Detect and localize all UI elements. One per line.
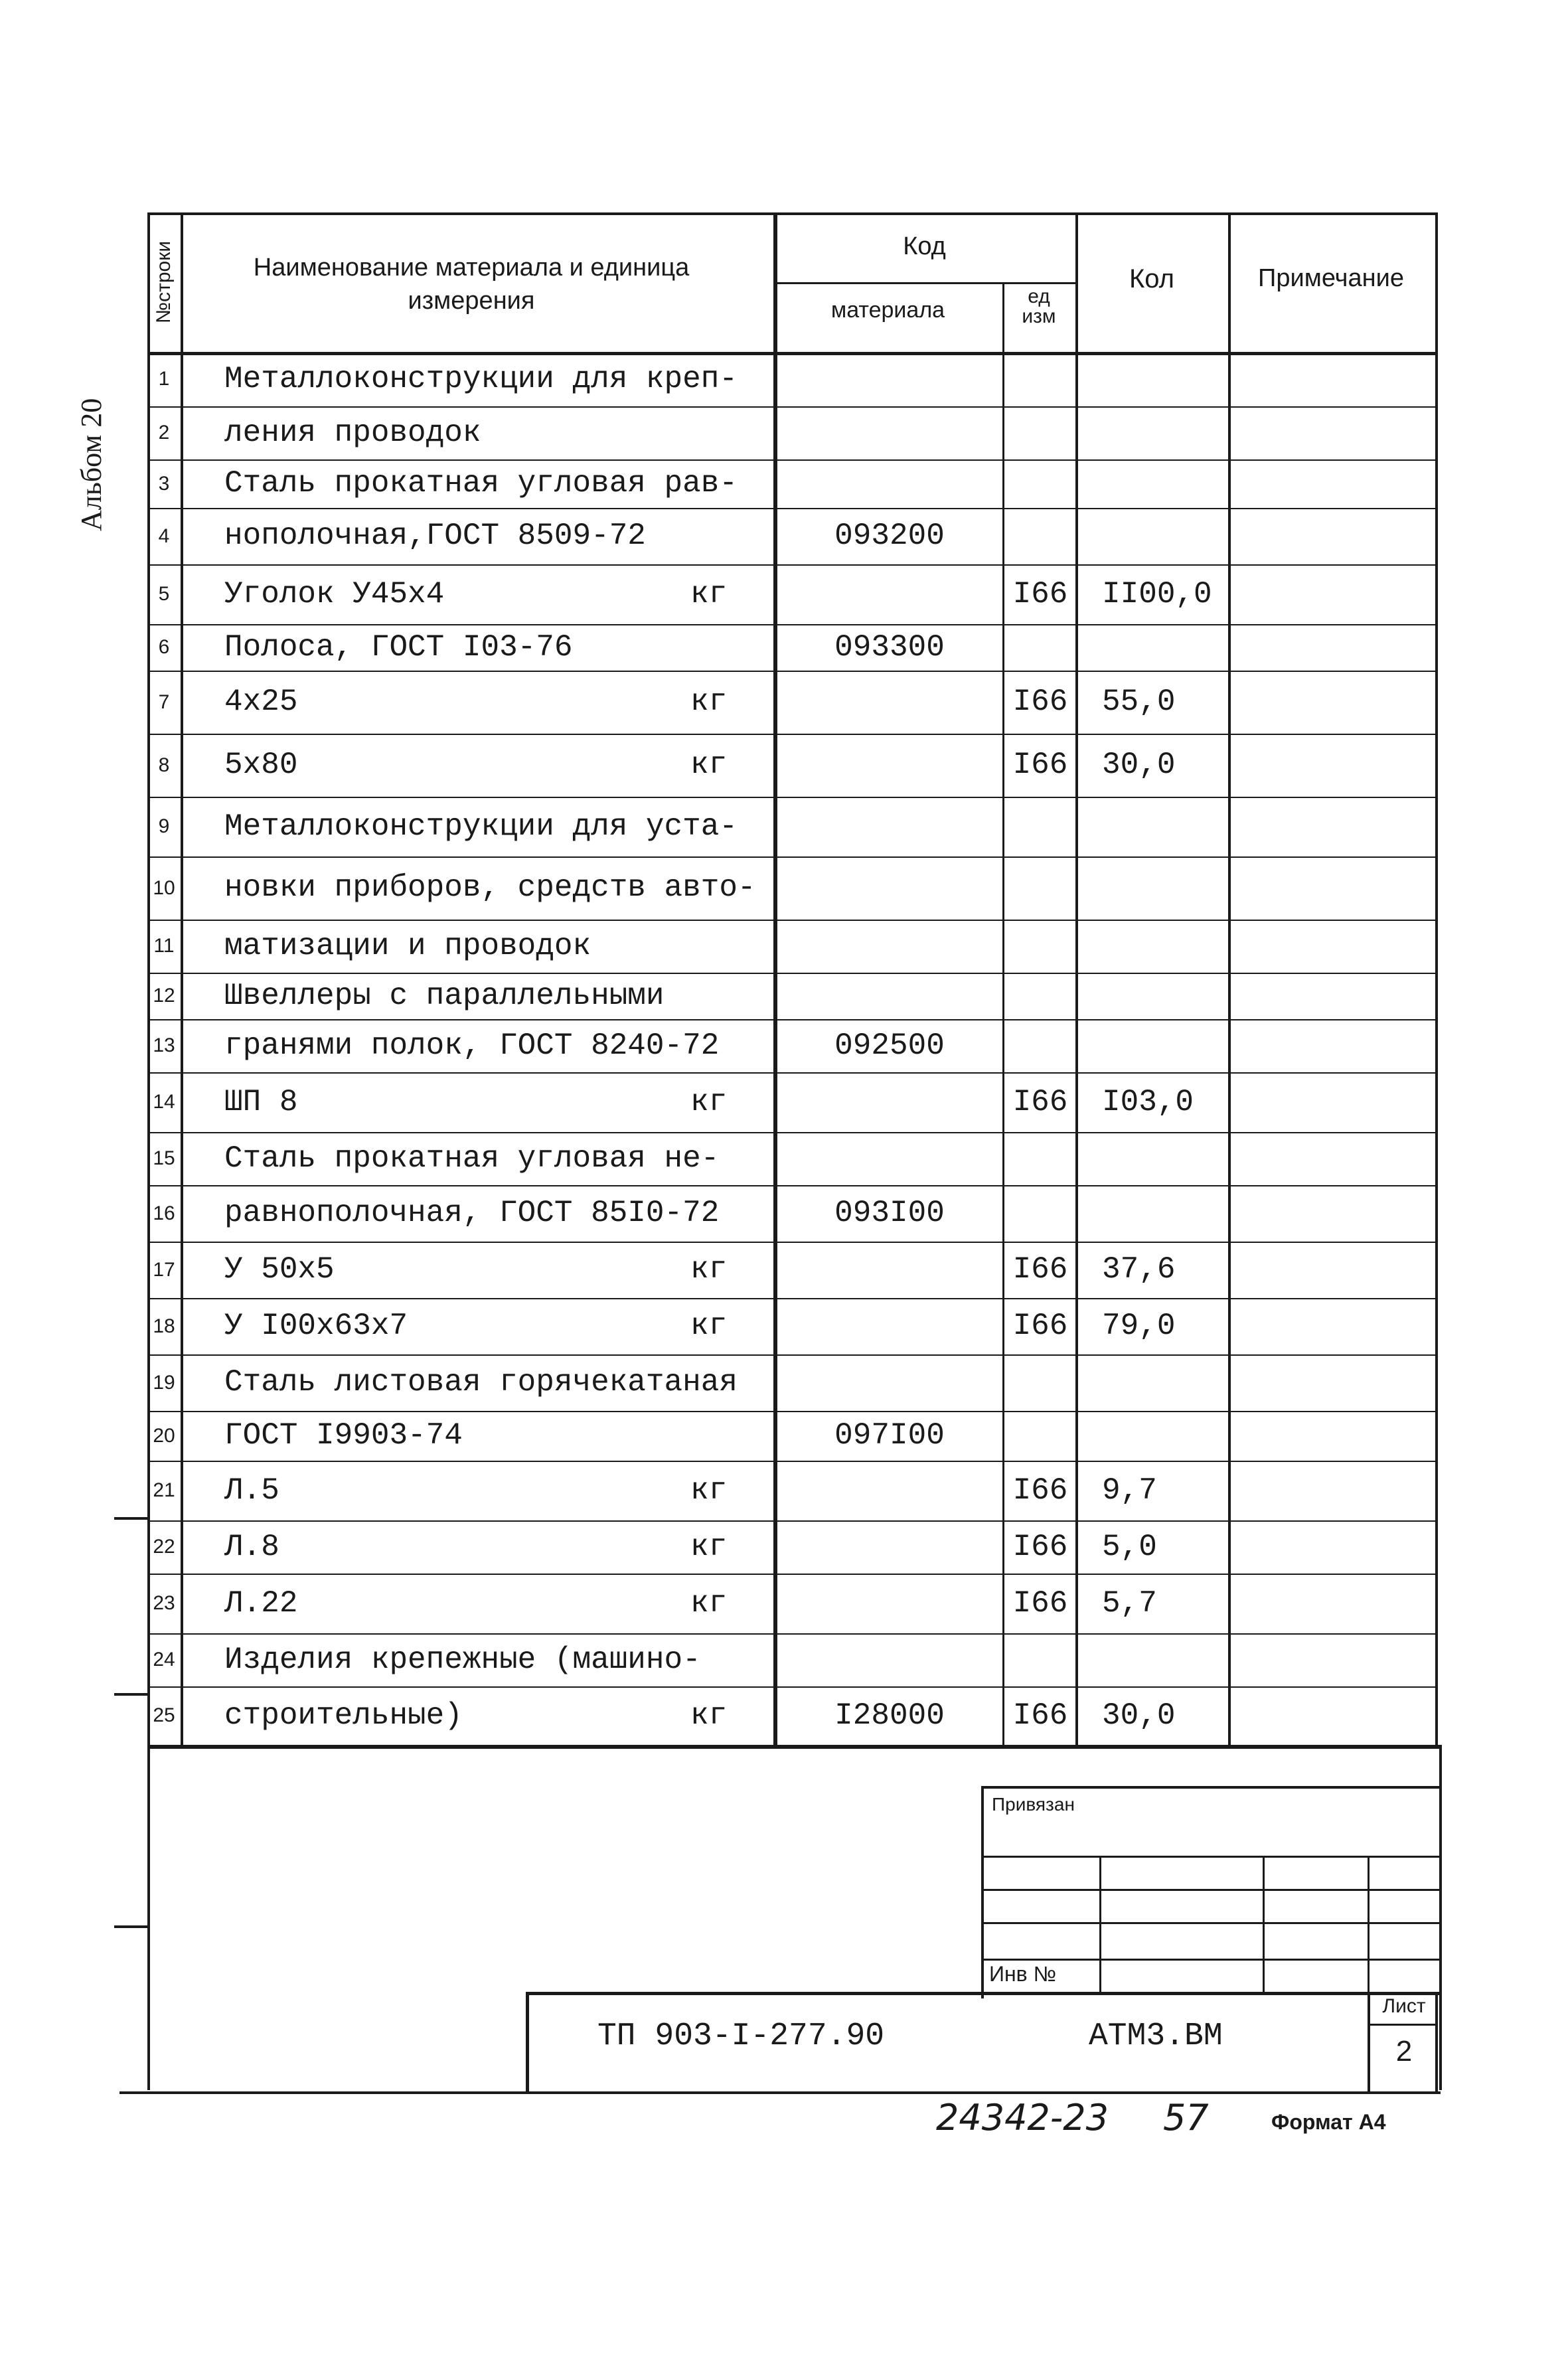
- row-unit-code: [1004, 1633, 1077, 1686]
- row-note: [1232, 508, 1431, 564]
- footer-format: Формат А4: [1271, 2110, 1386, 2134]
- row-material-code: [777, 973, 1002, 1019]
- row-note: [1232, 797, 1431, 856]
- row-unit: [690, 797, 757, 856]
- stamp-frame-left: [981, 1786, 984, 1998]
- title-block-left: [526, 1992, 529, 2091]
- row-material-code: [777, 1298, 1002, 1354]
- row-quantity: 79,0: [1102, 1309, 1176, 1343]
- header-row-number: [147, 212, 181, 352]
- row-quantity: [1102, 508, 1228, 564]
- row-quantity: [1102, 1633, 1228, 1686]
- header-code-unit: ед изм: [1022, 285, 1056, 327]
- row-unit-code: [1004, 973, 1077, 1019]
- row-number: 6: [158, 636, 170, 658]
- row-quantity: [1102, 797, 1228, 856]
- row-number: 18: [153, 1315, 175, 1337]
- row-name: 4х25: [224, 685, 298, 719]
- row-unit-code: [1004, 856, 1077, 920]
- row-unit-code: [1004, 1019, 1077, 1072]
- row-quantity: [1102, 973, 1228, 1019]
- row-number: 10: [153, 877, 175, 899]
- row-unit: [690, 1185, 757, 1242]
- row-note: [1232, 406, 1431, 459]
- row-name: У 50х5: [224, 1252, 335, 1287]
- row-note: [1232, 1411, 1431, 1461]
- sheet-label: Лист: [1382, 1995, 1426, 2017]
- row-unit: [690, 406, 757, 459]
- sheet-box-left: [1368, 1992, 1370, 2091]
- row-material-code: I28000: [834, 1698, 945, 1733]
- header-qty: Кол: [1129, 264, 1174, 293]
- row-unit-code: I66: [1012, 1473, 1068, 1508]
- row-name: Сталь листовая горячекатаная: [224, 1365, 738, 1400]
- row-material-code: [777, 1072, 1002, 1132]
- row-note: [1232, 564, 1431, 624]
- row-material-code: [777, 1354, 1002, 1411]
- bottom-frame-line: [119, 2091, 1441, 2094]
- row-unit: кг: [690, 1698, 728, 1733]
- row-note: [1232, 1686, 1431, 1745]
- row-material-code: [777, 1461, 1002, 1520]
- stamp-line: [981, 1922, 1441, 1924]
- row-number: 7: [158, 691, 170, 713]
- row-unit-code: I66: [1012, 748, 1068, 782]
- row-number: 5: [158, 583, 170, 605]
- row-number: 1: [158, 368, 170, 390]
- sheet-number: 2: [1395, 2035, 1413, 2068]
- row-unit-code: I66: [1012, 1085, 1068, 1119]
- row-quantity: [1102, 1354, 1228, 1411]
- header-name: Наименование материала и единица измерения: [253, 254, 690, 315]
- row-unit: [690, 856, 757, 920]
- row-note: [1232, 1185, 1431, 1242]
- row-name: Л.5: [224, 1473, 279, 1508]
- row-name: Л.8: [224, 1530, 279, 1564]
- row-unit: кг: [690, 577, 728, 611]
- row-unit: [690, 1411, 757, 1461]
- row-name: равнополочная, ГОСТ 85I0-72: [224, 1196, 720, 1230]
- row-name: Швеллеры с параллельными: [224, 979, 665, 1013]
- row-material-code: [777, 1242, 1002, 1298]
- row-unit: [690, 1132, 757, 1185]
- stamp-line: [981, 1889, 1441, 1891]
- row-note: [1232, 624, 1431, 671]
- row-quantity: 9,7: [1102, 1473, 1157, 1508]
- row-name: Изделия крепежные (машино-: [224, 1643, 701, 1677]
- lower-frame-left: [147, 1745, 150, 2090]
- row-material-code: [777, 1574, 1002, 1633]
- row-note: [1232, 1520, 1431, 1574]
- row-material-code: [777, 856, 1002, 920]
- row-number: 4: [158, 525, 170, 547]
- sheet-box-right: [1435, 1992, 1438, 2091]
- row-unit-code: [1004, 1411, 1077, 1461]
- footer-number: 24342-23: [936, 2097, 1109, 2139]
- row-number: 17: [153, 1259, 175, 1281]
- row-note: [1232, 1633, 1431, 1686]
- table-bottom-border: [147, 1745, 1441, 1749]
- row-material-code: 093300: [834, 630, 945, 665]
- row-number: 22: [153, 1536, 175, 1558]
- row-note: [1232, 1072, 1431, 1132]
- row-unit: [690, 1354, 757, 1411]
- row-unit-code: [1004, 624, 1077, 671]
- code-subheader-divider: [773, 282, 1075, 284]
- title-block-top: [526, 1992, 1441, 1995]
- row-quantity: 55,0: [1102, 685, 1176, 719]
- row-material-code: [777, 564, 1002, 624]
- row-unit: кг: [690, 1473, 728, 1508]
- row-number: 25: [153, 1704, 175, 1726]
- row-unit-code: I66: [1012, 1530, 1068, 1564]
- header-note: Примечание: [1258, 264, 1404, 292]
- margin-tick: [114, 1925, 147, 1928]
- inv-label: Инв №: [989, 1962, 1056, 1986]
- footer-page: 57: [1163, 2097, 1209, 2139]
- row-name: Сталь прокатная угловая рав-: [224, 466, 738, 501]
- row-material-code: [777, 1633, 1002, 1686]
- row-note: [1232, 973, 1431, 1019]
- row-note: [1232, 1354, 1431, 1411]
- stamp-frame-top: [981, 1786, 1441, 1789]
- row-quantity: [1102, 920, 1228, 973]
- row-unit-code: I66: [1012, 1586, 1068, 1621]
- row-quantity: 5,0: [1102, 1530, 1157, 1564]
- row-name: ГОСТ I9903-74: [224, 1418, 463, 1453]
- row-unit-code: [1004, 508, 1077, 564]
- row-number: 24: [153, 1649, 175, 1670]
- margin-tick: [114, 1517, 147, 1520]
- column-divider-name: [181, 212, 183, 1745]
- row-note: [1232, 920, 1431, 973]
- row-note: [1232, 1132, 1431, 1185]
- row-number: 13: [153, 1034, 175, 1056]
- column-divider-note: [1228, 212, 1231, 1745]
- stamp-col: [1368, 1856, 1370, 1992]
- row-unit: [690, 508, 757, 564]
- row-quantity: II00,0: [1102, 577, 1212, 611]
- row-material-code: [777, 920, 1002, 973]
- row-unit: [690, 920, 757, 973]
- row-quantity: I03,0: [1102, 1085, 1194, 1119]
- row-unit-code: I66: [1012, 685, 1068, 719]
- row-quantity: [1102, 624, 1228, 671]
- row-number: 15: [153, 1147, 175, 1169]
- row-name: гранями полок, ГОСТ 8240-72: [224, 1028, 720, 1063]
- table-top-border: [147, 212, 1435, 215]
- row-number: 16: [153, 1202, 175, 1224]
- row-unit-code: I66: [1012, 1309, 1068, 1343]
- row-note: [1232, 1461, 1431, 1520]
- row-note: [1232, 1019, 1431, 1072]
- row-number: 2: [158, 422, 170, 444]
- row-unit: кг: [690, 748, 728, 782]
- row-unit-code: [1004, 406, 1077, 459]
- row-quantity: [1102, 459, 1228, 508]
- row-unit: [690, 1019, 757, 1072]
- row-material-code: [777, 352, 1002, 406]
- bound-label: Привязан: [992, 1794, 1075, 1815]
- row-note: [1232, 1242, 1431, 1298]
- row-quantity: [1102, 406, 1228, 459]
- row-unit: [690, 973, 757, 1019]
- stamp-line: [981, 1959, 1441, 1961]
- row-quantity: 30,0: [1102, 1698, 1176, 1733]
- row-unit-code: [1004, 797, 1077, 856]
- row-material-code: [777, 671, 1002, 734]
- stamp-col: [1263, 1856, 1265, 1992]
- stamp-line: [981, 1856, 1441, 1858]
- header-code-material: материала: [830, 297, 945, 323]
- row-unit: кг: [690, 1530, 728, 1564]
- row-name: У I00х63х7: [224, 1309, 408, 1343]
- row-unit-code: [1004, 920, 1077, 973]
- row-unit: [690, 624, 757, 671]
- row-name: ления проводок: [224, 416, 481, 450]
- row-name: Металлоконструкции для уста-: [224, 809, 738, 844]
- row-number: 21: [153, 1479, 175, 1501]
- row-name: нополочная,ГОСТ 8509-72: [224, 519, 646, 553]
- margin-tick: [114, 1693, 147, 1696]
- row-unit: кг: [690, 1309, 728, 1343]
- row-number: 11: [153, 935, 175, 957]
- row-material-code: [777, 459, 1002, 508]
- row-material-code: 097I00: [834, 1418, 945, 1453]
- row-material-code: [777, 734, 1002, 797]
- row-name: ШП 8: [224, 1085, 298, 1119]
- row-material-code: 093200: [834, 519, 945, 553]
- row-name: строительные): [224, 1698, 463, 1733]
- stamp-col: [1099, 1856, 1101, 1992]
- row-unit: кг: [690, 1085, 728, 1119]
- row-note: [1232, 671, 1431, 734]
- row-name: Сталь прокатная угловая не-: [224, 1141, 720, 1176]
- row-number: 20: [153, 1425, 175, 1447]
- row-name: Металлоконструкции для креп-: [224, 362, 738, 396]
- row-quantity: [1102, 1132, 1228, 1185]
- row-quantity: [1102, 856, 1228, 920]
- row-material-code: [777, 1520, 1002, 1574]
- row-note: [1232, 1574, 1431, 1633]
- row-name: Полоса, ГОСТ I03-76: [224, 630, 573, 665]
- row-note: [1232, 856, 1431, 920]
- row-unit: [690, 352, 757, 406]
- row-unit-code: [1004, 1185, 1077, 1242]
- row-unit-code: I66: [1012, 1252, 1068, 1287]
- sheet-box-divider: [1368, 2024, 1438, 2026]
- row-quantity: 37,6: [1102, 1252, 1176, 1287]
- row-number: 9: [158, 815, 170, 837]
- row-quantity: 30,0: [1102, 748, 1176, 782]
- row-name: Уголок У45х4: [224, 577, 445, 611]
- row-unit-code: [1004, 1354, 1077, 1411]
- row-note: [1232, 734, 1431, 797]
- row-note: [1232, 1298, 1431, 1354]
- lower-frame-right: [1439, 1745, 1442, 2090]
- document-code: ТП 903-I-277.90: [597, 2018, 885, 2054]
- row-unit: кг: [690, 1252, 728, 1287]
- row-name: Л.22: [224, 1586, 298, 1621]
- row-number: 12: [153, 985, 175, 1007]
- row-material-code: 093I00: [834, 1196, 945, 1230]
- document-mark: АТМ3.ВМ: [1089, 2018, 1223, 2054]
- row-note: [1232, 459, 1431, 508]
- row-unit-code: [1004, 459, 1077, 508]
- row-unit: [690, 459, 757, 508]
- header-row-number-text: №строки: [153, 240, 175, 324]
- row-unit-code: I66: [1012, 577, 1068, 611]
- row-quantity: [1102, 1019, 1228, 1072]
- row-unit: кг: [690, 1586, 728, 1621]
- header-code: Код: [903, 232, 946, 260]
- row-quantity: [1102, 1411, 1228, 1461]
- row-material-code: [777, 1132, 1002, 1185]
- album-label: Альбом 20: [75, 398, 108, 531]
- row-unit-code: I66: [1012, 1698, 1068, 1733]
- row-material-code: [777, 406, 1002, 459]
- row-name: 5х80: [224, 748, 298, 782]
- row-unit-code: [1004, 352, 1077, 406]
- row-name: матизации и проводок: [224, 929, 591, 963]
- row-quantity: [1102, 352, 1228, 406]
- row-number: 8: [158, 754, 170, 776]
- row-number: 3: [158, 473, 170, 495]
- row-number: 19: [153, 1372, 175, 1394]
- row-number: 23: [153, 1592, 175, 1614]
- row-quantity: 5,7: [1102, 1586, 1157, 1621]
- row-unit: кг: [690, 685, 728, 719]
- table-right-border: [1435, 212, 1438, 1745]
- row-note: [1232, 352, 1431, 406]
- row-number: 14: [153, 1091, 175, 1113]
- row-quantity: [1102, 1185, 1228, 1242]
- row-material-code: 092500: [834, 1028, 945, 1063]
- row-material-code: [777, 797, 1002, 856]
- row-unit-code: [1004, 1132, 1077, 1185]
- row-name: новки приборов, средств авто-: [224, 870, 756, 905]
- row-unit: [690, 1633, 757, 1686]
